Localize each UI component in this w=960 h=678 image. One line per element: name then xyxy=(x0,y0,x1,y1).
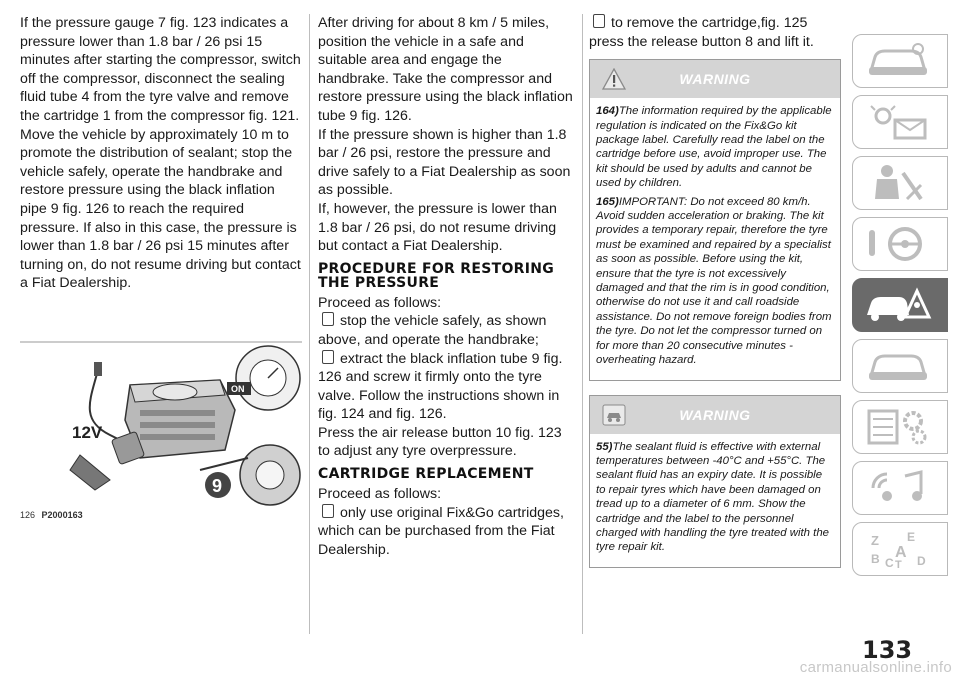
bullet-box-icon xyxy=(322,504,334,518)
figure-caption xyxy=(20,510,302,520)
warning-box xyxy=(589,59,841,380)
list-item: to remove the cartridge,fig. 125 press the release button 8 and lift it. xyxy=(589,15,814,50)
label-9: 9 xyxy=(212,476,223,496)
svg-text:D: D xyxy=(917,554,926,568)
label-12v: 12V xyxy=(72,423,103,442)
warning-header xyxy=(590,60,840,98)
paragraph: Proceed as follows: xyxy=(318,294,442,311)
figure-number: 126 xyxy=(20,510,36,520)
figure-code: P2000163 xyxy=(41,510,83,520)
car-front-icon xyxy=(863,41,933,81)
paragraph: If the pressure gauge 7 fig. 123 indicates a pressure lower than 1.8 bar / 26 psi 15 minutes after starting the compressor, switch off the compressor, disconnect the sealing fluid tube 4 from the tyre valve and remove the cartridge 1 from the compressor fig. 121. Move the vehicle by approximately 10 m to promote the distribution of sealant; stop the vehicle safely, operate the handbrake and restore pressure using the black inflation pipe 9 fig. 126 to reach the required pressure. If also in this case, the pressure is lower than 1.8 bar / 26 psi 15 minutes after turning on, do not resume driving but contact a Fiat Dealership. xyxy=(20,15,301,292)
figure-compressor xyxy=(20,340,302,522)
tab-seat-safety[interactable] xyxy=(852,156,948,210)
watermark: carmanualsonline.info xyxy=(799,659,952,676)
service-car-icon xyxy=(863,346,933,386)
warning-header xyxy=(590,396,840,434)
note-text: IMPORTANT: Do not exceed 80 km/h. Avoid sudden acceleration or braking. The kit provides a temporary repair, therefore the tyre must be examined and repaired by a specialist as soon as possible. Before using the kit, ensure that the tyre is not excessively damaged and that the rim is in good condition, otherwise do not use it and call roadside assistance. Do not remove foreign bodies from the tyre. Do not let the compressor turned on for more than 20 consecutive minutes - overheating hazard. xyxy=(596,195,832,367)
tab-dashboard-lights[interactable] xyxy=(852,95,948,149)
svg-text:A: A xyxy=(895,544,907,561)
on-label: ON xyxy=(231,384,245,394)
svg-text:T: T xyxy=(895,559,902,569)
column-divider xyxy=(582,14,583,634)
note-number: 164) xyxy=(596,105,619,118)
column-right xyxy=(589,14,841,568)
svg-text:Z: Z xyxy=(871,533,879,548)
paragraph: If, however, the pressure is lower than 1.8 bar / 26 psi, do not resume driving but contact a Fiat Dealership. xyxy=(318,200,557,255)
seat-safety-icon xyxy=(863,163,933,203)
media-icon xyxy=(863,468,933,508)
note-number: 165) xyxy=(596,195,619,208)
index-letters-icon xyxy=(863,529,933,569)
column-divider xyxy=(309,14,310,634)
specs-gears-icon xyxy=(863,407,933,447)
dashboard-lights-icon xyxy=(863,102,933,142)
plug-icon xyxy=(94,362,102,376)
list-item: extract the black inflation tube 9 fig. 126 and screw it firmly onto the tyre valve. Follow the instructions shown in fig. 124 and fig. 126. xyxy=(318,350,563,423)
note-text: The sealant fluid is effective with external temperatures between -40°C and +55°C. The sealant fluid has an expiry date. It is possible to repair tyres which have been damaged on tread up to a diameter of 6 mm. Show the cartridge and the label to the personnel charged with handling the tyre treated with the tyre repair kit. xyxy=(596,440,830,554)
tab-service-car[interactable] xyxy=(852,339,948,393)
paragraph: If the pressure shown is higher than 1.8 bar / 26 psi, restore the pressure and drive safely to a Fiat Dealership as soon as possible. xyxy=(318,126,571,199)
column-middle xyxy=(318,14,576,559)
tab-steering[interactable] xyxy=(852,217,948,271)
note-text: The information required by the applicable regulation is indicated on the Fix&Go kit package label. Carefully read the label on the cartridge before use, avoid improper use. The kit should be used by adults and cannot be used by children. xyxy=(596,105,832,190)
section-heading: CARTRIDGE REPLACEMENT xyxy=(318,466,534,483)
tab-specs[interactable] xyxy=(852,400,948,454)
bullet-box-icon xyxy=(322,350,334,364)
paragraph: After driving for about 8 km / 5 miles, position the vehicle in a safe and suitable area and engage the handbrake. Take the compressor and restore pressure using the black inflation tube 9 fig. 126. xyxy=(318,15,573,124)
section-heading: PROCEDURE FOR RESTORING THE PRESSURE xyxy=(318,260,555,291)
tab-index[interactable] xyxy=(852,522,948,576)
page-number: 133 xyxy=(862,636,913,664)
bullet-box-icon xyxy=(322,312,334,326)
column-left xyxy=(20,14,302,293)
warning-body xyxy=(590,434,840,567)
compressor-illustration xyxy=(20,340,302,510)
svg-text:C: C xyxy=(885,556,894,569)
svg-text:E: E xyxy=(907,530,916,544)
warning-title: WARNING xyxy=(679,71,751,88)
emergency-icon xyxy=(863,285,933,325)
list-item: only use original Fix&Go cartridges, which can be purchased from the Fiat Dealership. xyxy=(318,504,564,558)
svg-text:B: B xyxy=(871,552,880,566)
warning-box xyxy=(589,395,841,568)
steering-wheel-icon xyxy=(863,224,933,264)
tab-car-front[interactable] xyxy=(852,34,948,88)
bullet-box-icon xyxy=(593,14,605,28)
chapter-tabs xyxy=(852,34,948,583)
tab-media[interactable] xyxy=(852,461,948,515)
note-number: 55) xyxy=(596,440,613,453)
list-item: stop the vehicle safely, as shown above, and operate the handbrake; xyxy=(318,313,547,348)
warning-triangle-icon xyxy=(602,68,626,90)
paragraph: Proceed as follows: xyxy=(318,486,442,503)
warning-title: WARNING xyxy=(679,406,751,423)
paragraph: Press the air release button 10 fig. 123 to adjust any tyre overpressure. xyxy=(318,424,562,460)
car-warning-icon xyxy=(602,404,626,426)
warning-body xyxy=(590,98,840,379)
tab-emergency[interactable] xyxy=(852,278,948,332)
